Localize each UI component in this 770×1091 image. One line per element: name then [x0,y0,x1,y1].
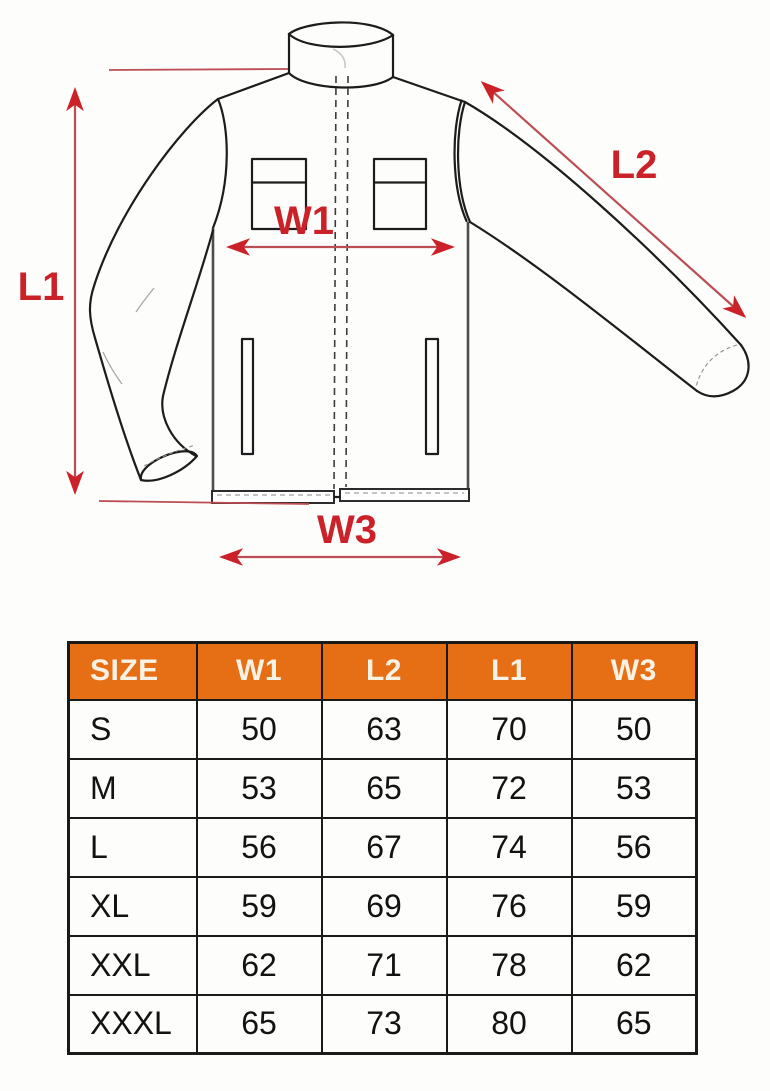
size-chart [67,641,698,1055]
right-sleeve [465,102,749,396]
jacket-collar [289,22,393,87]
l2-cell: 73 [322,995,447,1054]
jacket-body [213,73,470,491]
l1-cell: 80 [447,995,572,1054]
table-row [69,818,697,877]
w1-cell: 62 [197,936,322,995]
slit-pockets [242,339,438,454]
w1-cell: 56 [197,818,322,877]
size-cell: XXL [69,936,197,995]
l1-extension-line-top [109,69,288,70]
left-sleeve [90,99,218,481]
col-header-l2: L2 [322,643,447,700]
jacket-hem-band [212,489,469,503]
size-cell: XL [69,877,197,936]
w1-label: W1 [274,199,334,243]
size-chart-table [67,641,698,1055]
size-cell: XXXL [69,995,197,1054]
w3-cell: 62 [572,936,697,995]
l2-cell: 65 [322,759,447,818]
l2-label: L2 [610,143,658,187]
col-header-l1: L1 [447,643,572,700]
l2-cell: 63 [322,700,447,759]
l1-cell: 76 [447,877,572,936]
w1-cell: 65 [197,995,322,1054]
col-header-size: SIZE [69,643,197,700]
w3-cell: 56 [572,818,697,877]
w3-label: W3 [317,508,377,552]
measurement-labels [18,143,658,552]
table-row [69,995,697,1054]
table-row [69,759,697,818]
size-cell: M [69,759,197,818]
l1-cell: 72 [447,759,572,818]
size-cell: S [69,700,197,759]
w1-cell: 53 [197,759,322,818]
w1-cell: 59 [197,877,322,936]
w3-cell: 59 [572,877,697,936]
l1-cell: 78 [447,936,572,995]
l1-cell: 74 [447,818,572,877]
l2-arrow [483,83,744,316]
w3-cell: 50 [572,700,697,759]
header-row [69,643,697,700]
table-row [69,700,697,759]
w1-cell: 50 [197,700,322,759]
col-header-w3: W3 [572,643,697,700]
l2-cell: 69 [322,877,447,936]
l2-cell: 67 [322,818,447,877]
table-row [69,936,697,995]
w3-cell: 65 [572,995,697,1054]
table-row [69,877,697,936]
col-header-w1: W1 [197,643,322,700]
jacket-zipper [334,76,348,489]
size-cell: L [69,818,197,877]
l2-cell: 71 [322,936,447,995]
l1-cell: 70 [447,700,572,759]
l1-label: L1 [17,265,65,309]
w3-cell: 53 [572,759,697,818]
